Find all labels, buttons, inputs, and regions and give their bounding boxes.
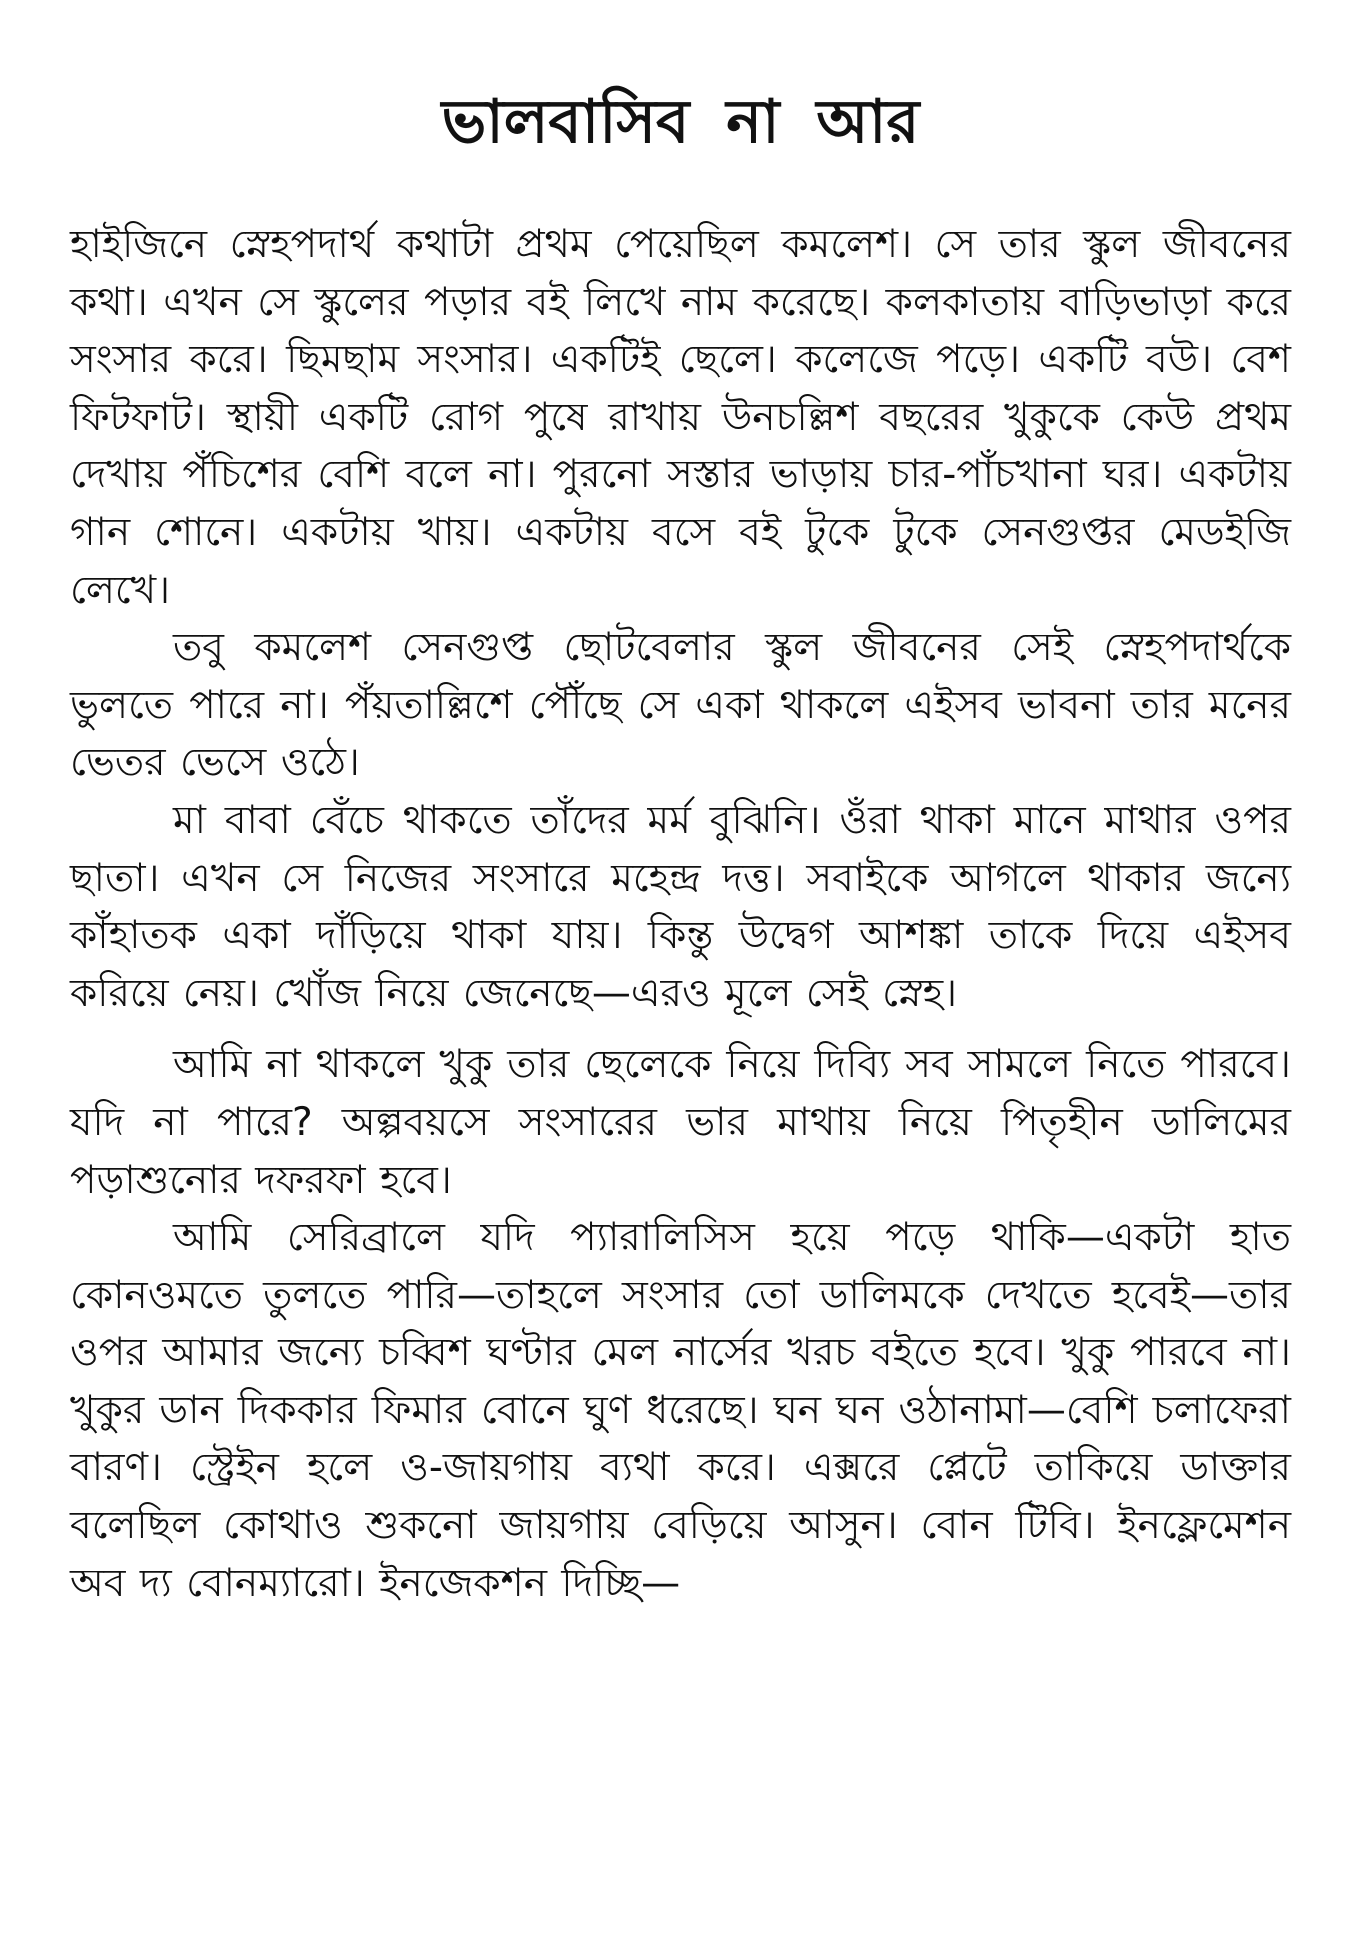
paragraph-5: আমি সেরিব্রালে যদি প্যারালিসিস হয়ে পড়ে থাকি—একটা হাত কোনওমতে তুলতে পারি—তাহলে সংসার তো ডালিমকে দেখতে হবেই—তার ওপর আমার জন্যে চব্বিশ ঘণ্টার মেল নার্সের খরচ বইতে হবে। খুকু পারবে না। খুকুর ডান দিককার ফিমার বোনে ঘুণ ধরেছে। ঘন ঘন ওঠানামা—বেশি চলাফেরা বারণ। স্ট্রেইন হলে ও-জায়গায় ব্যথা করে। এক্সরে প্লেটে তাকিয়ে ডাক্তার বলেছিল কোথাও শুকনো জায়গায় বেড়িয়ে আসুন। বোন টিবি। ইনফ্লেমেশন অব দ্য বোনম্যারো। ইনজেকশন দিচ্ছি— — [70, 1215, 1291, 1606]
paragraph-2: তবু কমলেশ সেনগুপ্ত ছোটবেলার স্কুল জীবনের সেই স্নেহপদার্থকে ভুলতে পারে না। পঁয়তাল্লিশে পৌঁছে সে একা থাকলে এইসব ভাবনা তার মনের ভেতর ভেসে ওঠে। — [70, 625, 1291, 786]
paragraph-4: আমি না থাকলে খুকু তার ছেলেকে নিয়ে দিব্যি সব সামলে নিতে পারবে। যদি না পারে? অল্পবয়সে সংসারের ভার মাথায় নিয়ে পিতৃহীন ডালিমের পড়াশুনোর দফরফা হবে। — [70, 1042, 1291, 1203]
paragraph-1: হাইজিনে স্নেহপদার্থ কথাটা প্রথম পেয়েছিল কমলেশ। সে তার স্কুল জীবনের কথা। এখন সে স্কুলের পড়ার বই লিখে নাম করেছে। কলকাতায় বাড়িভাড়া করে সংসার করে। ছিমছাম সংসার। একটিই ছেলে। কলেজে পড়ে। একটি বউ। বেশ ফিটফাট। স্থায়ী একটি রোগ পুষে রাখায় উনচল্লিশ বছরের খুকুকে কেউ প্রথম দেখায় পঁচিশের বেশি বলে না। পুরনো সস্তার ভাড়ায় চার-পাঁচখানা ঘর। একটায় গান শোনে। একটায় খায়। একটায় বসে বই টুকে টুকে সেনগুপ্তর মেডইজি লেখে। — [70, 222, 1291, 613]
chapter-title: ভালবাসিব না আর — [441, 87, 920, 157]
paragraph-3: মা বাবা বেঁচে থাকতে তাঁদের মর্ম বুঝিনি। ওঁরা থাকা মানে মাথার ওপর ছাতা। এখন সে নিজের সংসারে মহেন্দ্র দত্ত। সবাইকে আগলে থাকার জন্যে কাঁহাতক একা দাঁড়িয়ে থাকা যায়। কিন্তু উদ্বেগ আশঙ্কা তাকে দিয়ে এইসব করিয়ে নেয়। খোঁজ নিয়ে জেনেছে—এরও মূলে সেই স্নেহ। — [70, 797, 1291, 1016]
